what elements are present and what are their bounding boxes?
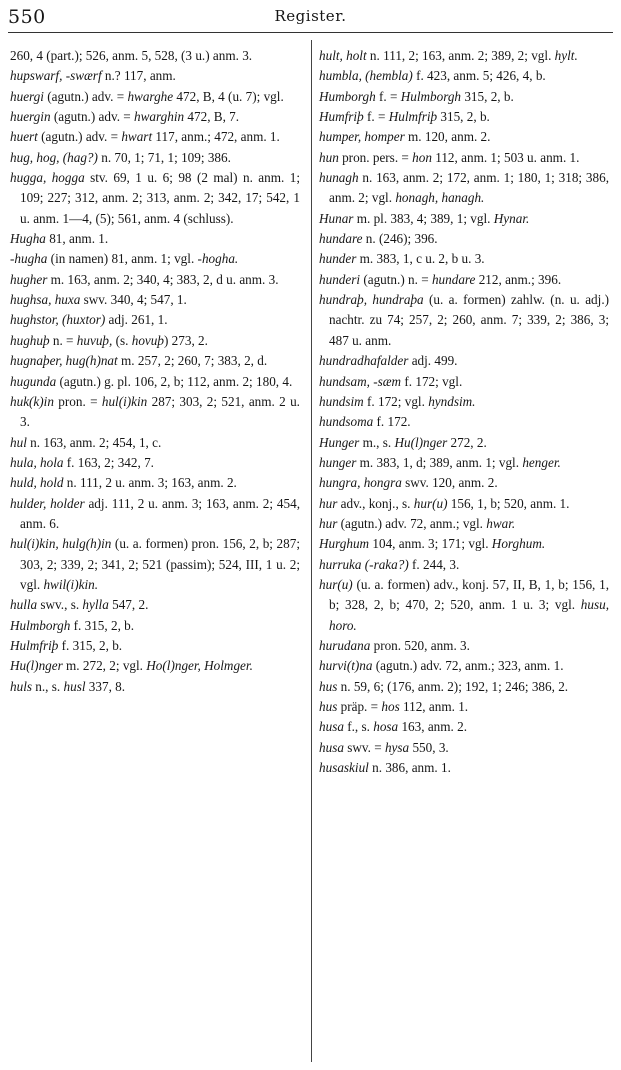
- entry-text: (u. a. formen) pron. 156, 2, b; 287; 303, 2; 339, 2; 341, 2; 521 (passim); 524, III, 1 u. 2; vgl.: [20, 536, 300, 592]
- register-entry: [10, 148, 300, 168]
- entry-text: 104, anm. 3; 171; vgl.: [369, 536, 492, 552]
- left-column: [10, 46, 300, 697]
- register-entry: [10, 107, 300, 127]
- register-entry: [10, 66, 300, 86]
- entry-text: f. 163, 2; 342, 7.: [63, 454, 154, 470]
- entry-text: n. 111, 2 u. anm. 3; 163, anm. 2.: [63, 475, 237, 491]
- entry-text: (agutn.) adv. 72, anm.; vgl.: [337, 515, 487, 531]
- headword: hult, holt: [319, 48, 367, 63]
- headword: hugher: [10, 271, 48, 287]
- register-entry: [319, 372, 609, 392]
- entry-text: swv. 120, anm. 2.: [401, 475, 498, 491]
- headword: hundsam, -sæm: [319, 373, 402, 389]
- headword: hugga, hogga: [10, 170, 85, 186]
- entry-text: stv. 69, 1 u. 6; 98 (2 mal) n. anm. 1; 109; 227; 312, anm. 2; 313, anm. 2; 342, 17; 542, 1 u. anm. 1—4, (5); 561, anm. 4 (schluss).: [20, 170, 301, 226]
- entry-text: m. 120, anm. 2.: [404, 129, 491, 145]
- headword: hurruka (-raka?): [319, 556, 409, 572]
- register-entry: [319, 66, 609, 86]
- entry-text: m. 163, anm. 2; 340, 4; 383, 2, d u. anm. 3.: [47, 271, 279, 287]
- register-entry: [10, 270, 300, 290]
- register-entry: [319, 494, 609, 514]
- register-entry: [10, 636, 300, 656]
- header-rule: [8, 32, 613, 33]
- entry-text: swv. 340, 4; 547, 1.: [80, 292, 187, 308]
- headword: hungra, hongra: [319, 475, 402, 491]
- entry-text: 156, 1, b; 520, anm. 1.: [447, 495, 570, 511]
- headword: Hurghum: [319, 536, 370, 552]
- entry-text: (in namen) 81, anm. 1; vgl.: [47, 251, 198, 267]
- register-entry: [319, 473, 609, 493]
- entry-text: (agutn.) adv. 72, anm.; 323, anm. 1.: [372, 658, 564, 674]
- register-entry: [319, 249, 609, 269]
- entry-text: (agutn.) adv. =: [43, 88, 128, 104]
- headword: huvuþ,: [76, 332, 113, 348]
- entry-text: f. 172; vgl.: [401, 373, 463, 389]
- headword: Humfriþ: [319, 109, 364, 125]
- entry-text: m. pl. 383, 4; 389, 1; vgl.: [353, 210, 494, 226]
- register-entry: [319, 677, 609, 697]
- headword: hulla: [10, 597, 38, 613]
- headword: hwil(i)kin.: [43, 576, 99, 592]
- headword: husa: [319, 719, 344, 735]
- register-entry: [319, 270, 609, 290]
- entry-text: adj. 261, 1.: [105, 312, 168, 328]
- headword: -hugha: [10, 251, 48, 267]
- headword: Hulmborgh: [10, 617, 71, 633]
- entry-text: adj. 499.: [408, 353, 458, 369]
- headword: hulder, holder: [10, 495, 85, 511]
- register-entry: [10, 677, 300, 697]
- headword: hundradhafalder: [319, 353, 409, 369]
- entry-text: 472, B, 7.: [184, 109, 240, 125]
- register-entry: [10, 473, 300, 493]
- register-entry: [319, 575, 609, 636]
- entry-text: n. 386, anm. 1.: [368, 760, 451, 776]
- headword: Hulmfriþ: [10, 637, 59, 653]
- entry-text: f. 172.: [373, 414, 411, 430]
- headword: hughsa, huxa: [10, 292, 81, 308]
- headword: hwart: [121, 129, 153, 145]
- headword: hunagh: [319, 170, 359, 186]
- headword: hur: [319, 515, 338, 531]
- headword: hul(i)kin: [101, 393, 148, 409]
- headword: hovuþ: [131, 332, 164, 348]
- register-entry: [10, 595, 300, 615]
- entry-text: pron. =: [53, 393, 102, 409]
- entry-text: 547, 2.: [108, 597, 149, 613]
- register-entry: [10, 656, 300, 676]
- entry-text: n. 111, 2; 163, anm. 2; 389, 2; vgl.: [366, 48, 555, 63]
- headword: henger.: [522, 454, 561, 470]
- headword: humbla, (hembla): [319, 68, 413, 84]
- register-entry: [10, 127, 300, 147]
- entry-text: f. 423, anm. 5; 426, 4, b.: [412, 68, 546, 84]
- register-entry: [319, 127, 609, 147]
- entry-text: 81, anm. 1.: [45, 231, 109, 247]
- register-entry: [319, 656, 609, 676]
- headword: hundare: [319, 231, 363, 247]
- headword: huld, hold: [10, 475, 64, 491]
- entry-text: f. =: [375, 88, 401, 104]
- right-column: [319, 46, 609, 778]
- entry-text: ) 273, 2.: [163, 332, 208, 348]
- headword: Hugha: [10, 231, 46, 247]
- headword: Hulmfriþ: [388, 109, 438, 125]
- entry-text: 272, 2.: [447, 434, 487, 450]
- register-entry: [319, 738, 609, 758]
- register-entry: [10, 87, 300, 107]
- entry-text: (u. a. formen) zahlw. (n. u. adj.) nachtr. zu 74; 257, 2; 260, anm. 7; 339, 2; 386, 3; 487 u. anm.: [329, 292, 610, 348]
- register-entry: [319, 107, 609, 127]
- register-entry: [319, 351, 609, 371]
- entry-text: swv., s.: [37, 597, 83, 613]
- entry-text: (s.: [112, 332, 132, 348]
- entry-text: f. 172; vgl.: [363, 393, 429, 409]
- entry-text: n. 70, 1; 71, 1; 109; 386.: [97, 149, 231, 165]
- headword: Hunar: [319, 210, 354, 226]
- register-entry: [10, 616, 300, 636]
- headword: hus: [319, 699, 338, 714]
- register-entry: [319, 46, 609, 66]
- register-entry: [10, 453, 300, 473]
- headword: honagh, hanagh.: [395, 190, 485, 206]
- headword: -hogha.: [197, 251, 239, 267]
- entry-text: präp. =: [337, 699, 382, 714]
- register-entry: [10, 331, 300, 351]
- entry-text: 550, 3.: [409, 739, 449, 755]
- entry-text: m., s.: [359, 434, 395, 450]
- headword: huls: [10, 678, 32, 694]
- entry-text: f. 315, 2, b.: [70, 617, 135, 633]
- headword: hyndsim.: [428, 393, 476, 409]
- entry-text: n. 163, anm. 2; 454, 1, c.: [26, 434, 162, 450]
- headword: hurvi(t)na: [319, 658, 373, 674]
- register-entry: [10, 534, 300, 595]
- register-entry: [10, 249, 300, 269]
- entry-text: 117, anm.; 472, anm. 1.: [152, 129, 280, 145]
- register-entry: [10, 168, 300, 229]
- entry-text: f. 315, 2, b.: [58, 637, 123, 653]
- headword: hugunda: [10, 373, 57, 389]
- register-entry: [10, 392, 300, 433]
- entry-text: n., s.: [31, 678, 64, 694]
- register-entry: [319, 534, 609, 554]
- headword: hur(u): [319, 576, 353, 592]
- headword: Ho(l)nger, Holmger.: [146, 658, 253, 674]
- headword: huert: [10, 129, 38, 145]
- entry-text: adv., konj., s.: [337, 495, 414, 511]
- running-title: Register.: [274, 7, 347, 25]
- register-entry: [10, 351, 300, 371]
- entry-text: f., s.: [343, 719, 374, 735]
- headword: hunger: [319, 454, 357, 470]
- headword: hughuþ: [10, 332, 50, 348]
- headword: hwar.: [486, 515, 516, 531]
- entry-text: 315, 2, b.: [461, 88, 514, 104]
- headword: hughstor, (huxtor): [10, 312, 106, 328]
- headword: hus: [319, 678, 338, 694]
- register-entry: [319, 555, 609, 575]
- headword: huergi: [10, 88, 44, 104]
- register-entry: [319, 433, 609, 453]
- entry-text: (agutn.) n. =: [360, 271, 432, 287]
- register-entry: [319, 87, 609, 107]
- entry-text: 112, anm. 1; 503 u. anm. 1.: [431, 149, 580, 165]
- register-entry: [10, 229, 300, 249]
- headword: hundare: [431, 271, 476, 287]
- headword: Hynar.: [493, 210, 530, 226]
- headword: hwarghin: [134, 109, 185, 125]
- headword: hosa: [373, 719, 399, 735]
- headword: hundsim: [319, 393, 364, 409]
- register-entry: [10, 433, 300, 453]
- headword: hul(i)kin, hulg(h)in: [10, 536, 112, 552]
- headword: hunderi: [319, 271, 361, 287]
- entry-text: pron. pers. =: [338, 149, 413, 165]
- entry-text: m. 272, 2; vgl.: [62, 658, 147, 674]
- headword: hug, hog, (hag?): [10, 149, 98, 165]
- headword: hul: [10, 434, 27, 450]
- register-entry: [319, 453, 609, 473]
- headword: Humborgh: [319, 88, 376, 104]
- entry-text: n. (246); 396.: [362, 231, 438, 247]
- headword: Hu(l)nger: [10, 658, 63, 674]
- register-entry: [319, 697, 609, 717]
- entry-text: m. 383, 1, c u. 2, b u. 3.: [356, 251, 485, 267]
- entry-text: 260, 4 (part.); 526, anm. 5, 528, (3 u.) anm. 3.: [10, 48, 253, 63]
- headword: hysa: [384, 739, 410, 755]
- headword: hugnaþer, hug(h)nat: [10, 353, 118, 369]
- headword: hylt.: [554, 48, 578, 63]
- entry-text: 472, B, 4 (u. 7); vgl.: [173, 88, 284, 104]
- entry-text: (u. a. formen) adv., konj. 57, II, B, 1, b; 156, 1, b; 328, 2, b; 470, 2; 520, anm. 1 u. 3; vgl.: [329, 576, 609, 613]
- entry-text: m. 383, 1, d; 389, anm. 1; vgl.: [356, 454, 523, 470]
- headword: husu, horo.: [329, 597, 609, 633]
- entry-text: n. =: [49, 332, 77, 348]
- headword: hunder: [319, 251, 357, 267]
- headword: hon: [412, 149, 432, 165]
- headword: hur(u): [413, 495, 448, 511]
- register-entry: [10, 310, 300, 330]
- headword: husl: [63, 678, 86, 694]
- entry-text: adj. 111, 2 u. anm. 3; 163, anm. 2; 454, anm. 6.: [20, 495, 300, 531]
- entry-text: 112, anm. 1.: [399, 699, 469, 714]
- entry-text: 287; 303, 2; 521, anm. 2 u. 3.: [20, 393, 300, 430]
- headword: humper, homper: [319, 129, 405, 145]
- entry-text: n.? 117, anm.: [101, 68, 176, 84]
- register-entry: [319, 148, 609, 168]
- page-number: 550: [8, 6, 46, 28]
- headword: hundraþ, hundraþa: [319, 292, 424, 308]
- headword: hur: [319, 495, 338, 511]
- page-header: [0, 0, 621, 34]
- register-entry: [319, 758, 609, 778]
- entry-text: 163, anm. 2.: [398, 719, 468, 735]
- entry-text: 315, 2, b.: [437, 109, 490, 125]
- headword: Horghum.: [491, 536, 546, 552]
- register-entry: [10, 46, 300, 66]
- entry-text: (agutn.) adv. =: [50, 109, 135, 125]
- headword: hula, hola: [10, 454, 64, 470]
- entry-text: n. 163, anm. 2; 172, anm. 1; 180, 1; 318; 386, anm. 2; vgl.: [329, 170, 609, 206]
- column-divider: [311, 40, 312, 1062]
- register-entry: [319, 412, 609, 432]
- register-entry: [319, 514, 609, 534]
- register-entry: [10, 494, 300, 535]
- headword: huergin: [10, 109, 51, 125]
- headword: huk(k)in: [10, 393, 54, 409]
- register-entry: [319, 168, 609, 209]
- register-entry: [319, 209, 609, 229]
- headword: Hulmborgh: [400, 88, 462, 104]
- entry-text: pron. 520, anm. 3.: [370, 637, 470, 653]
- headword: hun: [319, 149, 339, 165]
- entry-text: n. 59, 6; (176, anm. 2); 192, 1; 246; 386, 2.: [337, 678, 569, 694]
- register-entry: [319, 229, 609, 249]
- entry-text: f. =: [363, 109, 389, 125]
- headword: hwarghe: [127, 88, 174, 104]
- entry-text: 337, 8.: [85, 678, 126, 694]
- register-entry: [10, 372, 300, 392]
- register-entry: [319, 717, 609, 737]
- entry-text: swv. =: [343, 739, 385, 755]
- headword: husa: [319, 739, 344, 755]
- register-entry: [319, 636, 609, 656]
- entry-text: f. 244, 3.: [408, 556, 460, 572]
- headword: hurudana: [319, 637, 371, 653]
- register-entry: [319, 392, 609, 412]
- entry-text: (agutn.) g. pl. 106, 2, b; 112, anm. 2; 180, 4.: [56, 373, 293, 389]
- entry-text: m. 257, 2; 260, 7; 383, 2, d.: [117, 353, 268, 369]
- headword: hupswarf, -swærf: [10, 68, 102, 84]
- headword: husaskiul: [319, 760, 369, 776]
- entry-text: (agutn.) adv. =: [37, 129, 122, 145]
- headword: hylla: [82, 597, 109, 613]
- register-entry: [10, 290, 300, 310]
- headword: Hu(l)nger: [394, 434, 448, 450]
- headword: hundsoma: [319, 414, 374, 430]
- entry-text: 212, anm.; 396.: [475, 271, 562, 287]
- headword: Hunger: [319, 434, 360, 450]
- register-entry: [319, 290, 609, 351]
- headword: hos: [381, 699, 400, 714]
